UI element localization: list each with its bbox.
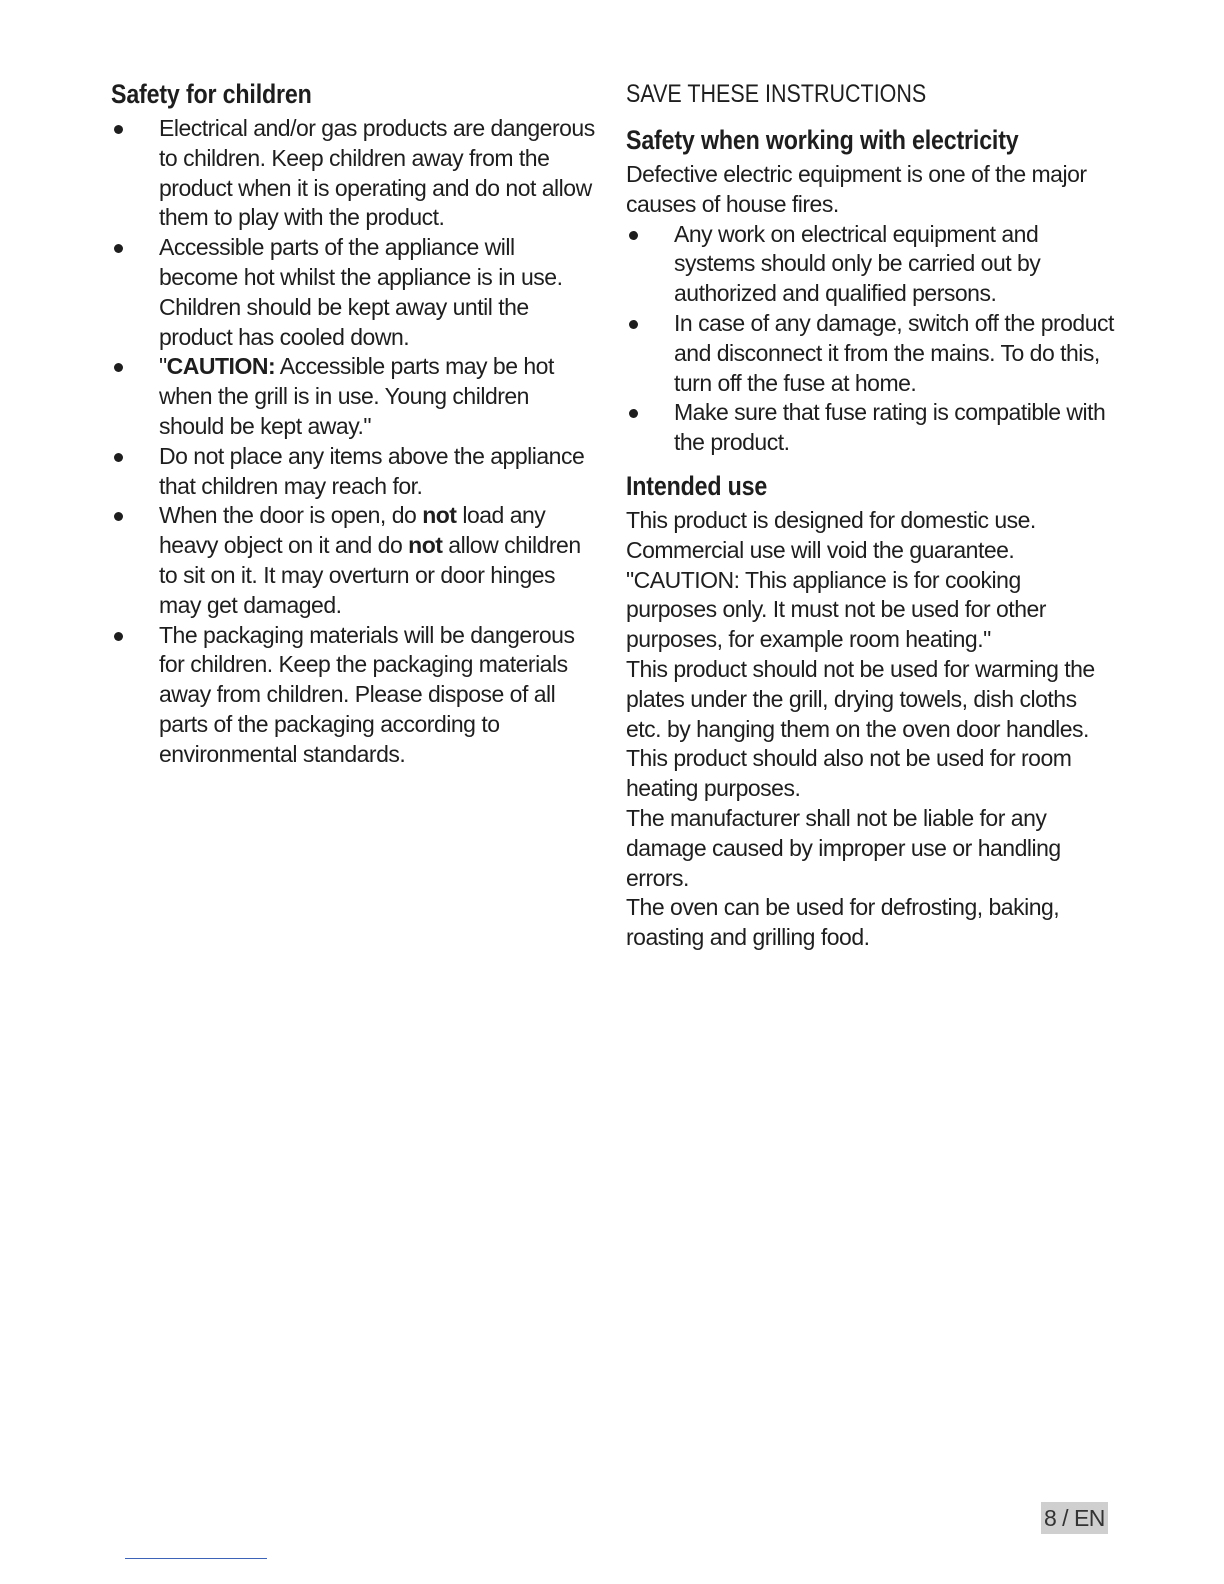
- bullet-icon: [629, 409, 638, 418]
- bullet-list: [111, 114, 595, 770]
- intended-use-section: [626, 468, 1116, 953]
- page-number: 8 / EN: [1041, 1502, 1108, 1534]
- caution-label: CAUTION:: [166, 353, 276, 380]
- section-heading: Safety when working with electricity: [626, 125, 1019, 155]
- bullet-icon: [114, 453, 123, 462]
- paragraph: "CAUTION: This appliance is for cooking purposes only. It must not be used for other purposes, for example room heating.": [626, 566, 1046, 653]
- bullet-icon: [114, 632, 123, 641]
- right-column: [626, 76, 1116, 953]
- paragraph: The manufacturer shall not be liable for any damage caused by improper use or handling errors.: [626, 804, 1061, 891]
- list-item: Accessible parts of the appliance will become hot whilst the appliance is in use. Children should be kept away until the product has cooled down.: [111, 233, 595, 352]
- list-item: When the door is open, do not load any heavy object on it and do not allow children to sit on it. It may overturn or door hinges may get damaged.: [111, 501, 595, 620]
- save-instructions-heading: SAVE THESE INSTRUCTIONS: [626, 80, 927, 108]
- section-heading: Safety for children: [111, 79, 312, 109]
- electricity-section: [626, 122, 1116, 458]
- bullet-icon: [114, 125, 123, 134]
- list-item: The packaging materials will be dangerous for children. Keep the packaging materials away from children. Please dispose of all parts of the packaging according to environmental standards.: [111, 621, 595, 770]
- bullet-icon: [114, 512, 123, 521]
- list-item: Make sure that fuse rating is compatible with the product.: [626, 398, 1116, 458]
- bullet-icon: [629, 231, 638, 240]
- section-heading: Intended use: [626, 470, 768, 501]
- bullet-icon: [114, 363, 123, 372]
- list-item: "CAUTION: Accessible parts may be hot when the grill is in use. Young children should be kept away.": [111, 352, 595, 441]
- section-intro: Defective electric equipment is one of the major causes of house fires.: [626, 161, 1087, 217]
- bullet-icon: [629, 320, 638, 329]
- list-item: Do not place any items above the appliance that children may reach for.: [111, 442, 595, 502]
- emphasis: not: [408, 532, 443, 559]
- bullet-icon: [114, 244, 123, 253]
- paragraph: This product is designed for domestic use. Commercial use will void the guarantee.: [626, 506, 1036, 563]
- paragraph: This product should not be used for warming the plates under the grill, drying towels, dish cloths etc. by hanging them on the oven door handles. This product should also not be used for room heating purposes.: [626, 655, 1095, 802]
- list-item: Any work on electrical equipment and systems should only be carried out by authorized and qualified persons.: [626, 220, 1116, 309]
- footer-rule: [125, 1558, 267, 1559]
- bullet-list: [626, 220, 1116, 458]
- list-item: Electrical and/or gas products are dangerous to children. Keep children away from the product when it is operating and do not allow them to play with the product.: [111, 114, 595, 233]
- paragraph: The oven can be used for defrosting, baking, roasting and grilling food.: [626, 894, 1060, 951]
- emphasis: not: [422, 502, 457, 529]
- safety-children-section: [111, 76, 595, 770]
- list-item: In case of any damage, switch off the product and disconnect it from the mains. To do this, turn off the fuse at home.: [626, 309, 1116, 398]
